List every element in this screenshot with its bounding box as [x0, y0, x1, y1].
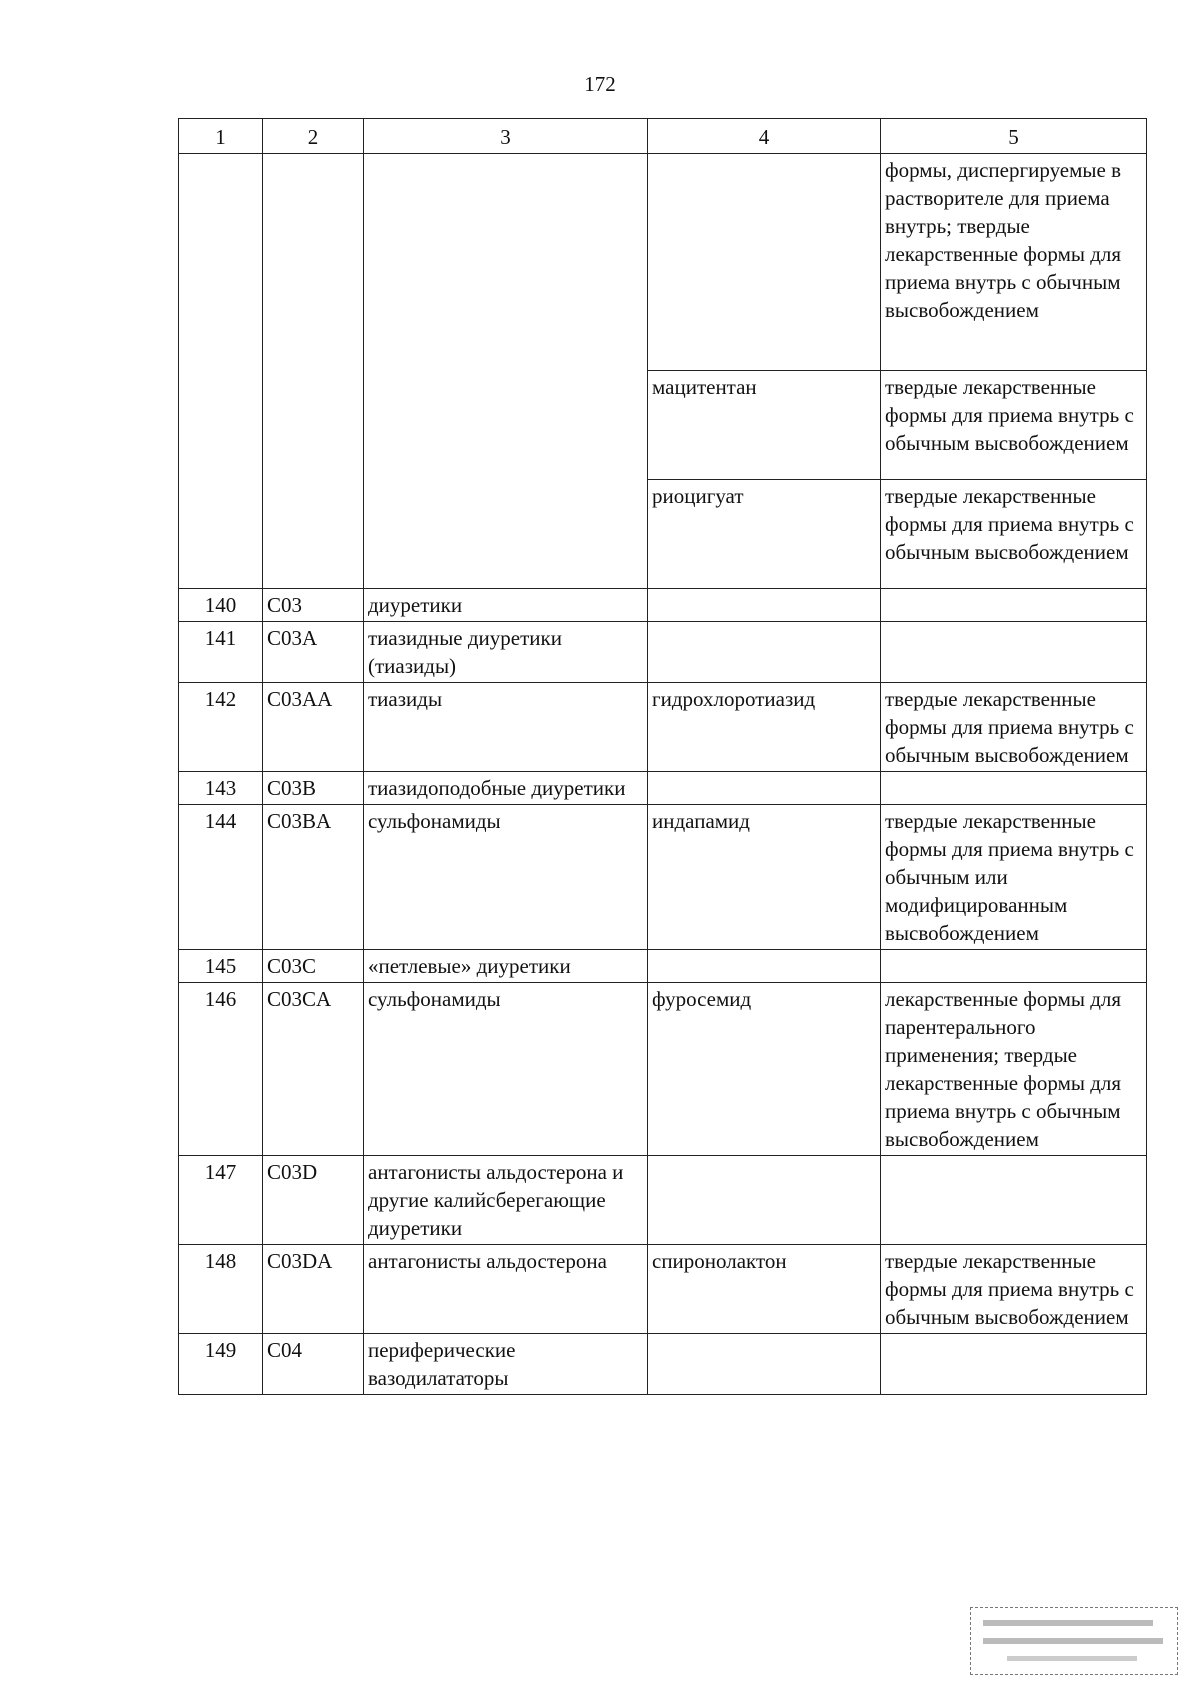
drug-register-table	[178, 118, 1147, 1395]
dosage-form-cell: твердые лекарственные формы для приема внутрь с обычным или модифицированным высвобождением	[881, 805, 1147, 950]
atc-code: C03	[263, 589, 364, 622]
table-row	[179, 1245, 1147, 1334]
row-number: 142	[179, 683, 263, 772]
header-col-1: 1	[179, 119, 263, 154]
continuation-group-cell	[364, 154, 648, 589]
table-row	[179, 805, 1147, 950]
group-name: антагонисты альдостерона	[364, 1245, 648, 1334]
header-col-4: 4	[648, 119, 881, 154]
dosage-form-cell	[881, 950, 1147, 983]
drug-name-cell: фуросемид	[648, 983, 881, 1156]
dosage-form-cell	[881, 622, 1147, 683]
drug-name-cell	[648, 622, 881, 683]
atc-code: C03A	[263, 622, 364, 683]
row-number: 143	[179, 772, 263, 805]
atc-code: C03D	[263, 1156, 364, 1245]
dosage-form-cell: лекарственные формы для парентерального применения; твердые лекарственные формы для приема внутрь с обычным высвобождением	[881, 983, 1147, 1156]
dosage-form-cell	[881, 1334, 1147, 1395]
group-name: диуретики	[364, 589, 648, 622]
drug-name-cell: спиронолактон	[648, 1245, 881, 1334]
atc-code: C03CA	[263, 983, 364, 1156]
page-number: 172	[584, 72, 616, 96]
dosage-form-cell	[881, 1156, 1147, 1245]
atc-code: C03DA	[263, 1245, 364, 1334]
group-name: сульфонамиды	[364, 983, 648, 1156]
row-number: 147	[179, 1156, 263, 1245]
continuation-row	[179, 154, 1147, 371]
row-number: 146	[179, 983, 263, 1156]
drug-name-cell: риоцигуат	[648, 480, 881, 589]
table-row	[179, 589, 1147, 622]
dosage-form-cell: твердые лекарственные формы для приема внутрь с обычным высвобождением	[881, 371, 1147, 480]
dosage-form-cell	[881, 589, 1147, 622]
table-row	[179, 983, 1147, 1156]
dosage-form-cell	[881, 772, 1147, 805]
drug-name-cell: мацитентан	[648, 371, 881, 480]
dosage-form-cell: твердые лекарственные формы для приема внутрь с обычным высвобождением	[881, 683, 1147, 772]
table-row	[179, 622, 1147, 683]
header-col-5: 5	[881, 119, 1147, 154]
header-col-2: 2	[263, 119, 364, 154]
atc-code: C03AA	[263, 683, 364, 772]
drug-name-cell	[648, 1156, 881, 1245]
dosage-form-cell: твердые лекарственные формы для приема внутрь с обычным высвобождением	[881, 480, 1147, 589]
header-row	[179, 119, 1147, 154]
table-row	[179, 950, 1147, 983]
drug-name-cell: гидрохлоротиазид	[648, 683, 881, 772]
group-name: сульфонамиды	[364, 805, 648, 950]
drug-name-cell	[648, 950, 881, 983]
group-name: «петлевые» диуретики	[364, 950, 648, 983]
table-row	[179, 1334, 1147, 1395]
row-number: 140	[179, 589, 263, 622]
atc-code: C03BA	[263, 805, 364, 950]
group-name: антагонисты альдостерона и другие калийсберегающие диуретики	[364, 1156, 648, 1245]
group-name: периферические вазодилататоры	[364, 1334, 648, 1395]
row-number: 144	[179, 805, 263, 950]
continuation-code-cell	[263, 154, 364, 589]
row-number: 141	[179, 622, 263, 683]
dosage-form-cell: твердые лекарственные формы для приема внутрь с обычным высвобождением	[881, 1245, 1147, 1334]
stamp-marks	[977, 1612, 1171, 1670]
group-name: тиазидные диуретики (тиазиды)	[364, 622, 648, 683]
drug-name-cell	[648, 589, 881, 622]
continuation-form-cell: формы, диспергируемые в растворителе для приема внутрь; твердые лекарственные формы для приема внутрь с обычным высвобождением	[881, 154, 1147, 371]
registration-stamp	[970, 1607, 1178, 1675]
header-col-3: 3	[364, 119, 648, 154]
row-number: 148	[179, 1245, 263, 1334]
drug-name-cell: индапамид	[648, 805, 881, 950]
continuation-drug-cell	[648, 154, 881, 371]
table-row	[179, 683, 1147, 772]
drug-name-cell	[648, 1334, 881, 1395]
atc-code: C03B	[263, 772, 364, 805]
group-name: тиазиды	[364, 683, 648, 772]
table-row	[179, 772, 1147, 805]
group-name: тиазидоподобные диуретики	[364, 772, 648, 805]
table-row	[179, 1156, 1147, 1245]
atc-code: C04	[263, 1334, 364, 1395]
drug-name-cell	[648, 772, 881, 805]
continuation-num-cell	[179, 154, 263, 589]
atc-code: C03C	[263, 950, 364, 983]
row-number: 149	[179, 1334, 263, 1395]
row-number: 145	[179, 950, 263, 983]
